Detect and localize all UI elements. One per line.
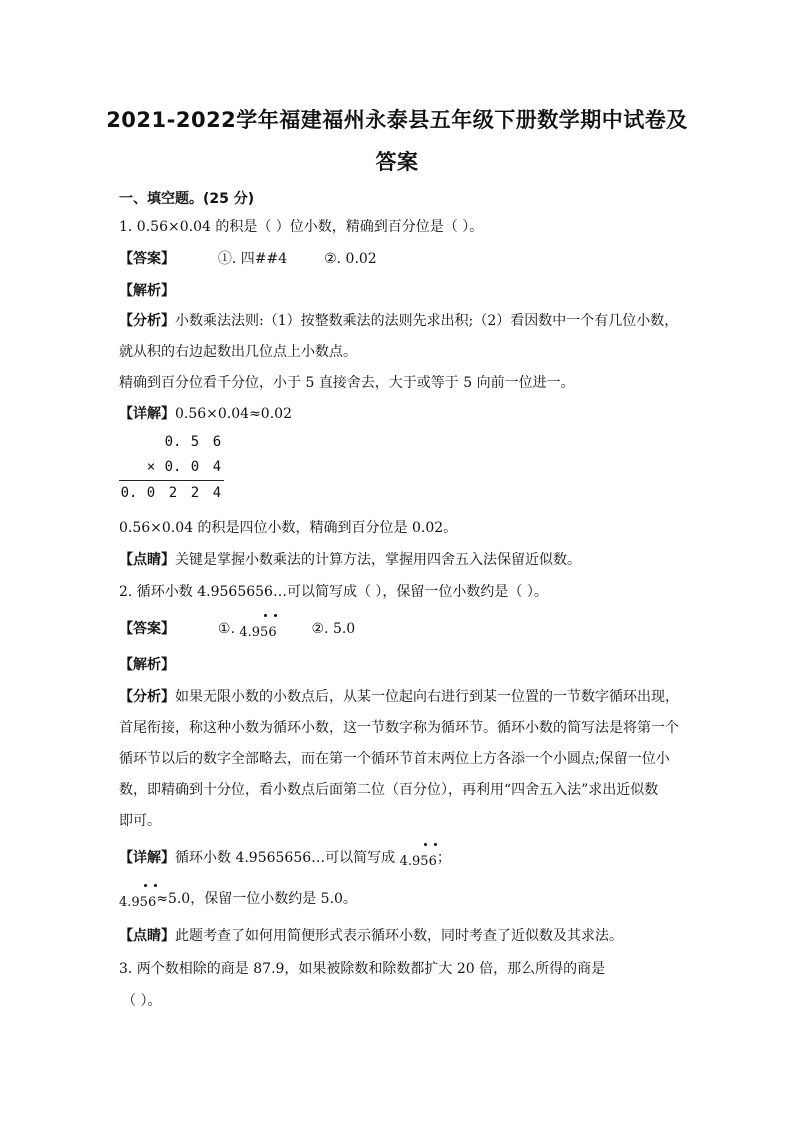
- q2-dianjing-line: [119, 927, 623, 945]
- repeat-dot: [144, 884, 147, 887]
- digit: 2: [168, 485, 178, 501]
- digit: 0.: [120, 485, 138, 501]
- repeating-decimal: [239, 620, 276, 639]
- q2-detail-end: ；: [436, 850, 451, 866]
- vertical-row-2: [119, 459, 239, 477]
- q1-detail-text: 0.56×0.04≈0.02: [175, 406, 292, 422]
- dianjing-tag: 【点睛】: [119, 928, 175, 944]
- vertical-row-3: [119, 485, 239, 503]
- q1-dianjing-text: 关键是掌握小数乘法的计算方法，掌握用四舍五入法保留近似数。: [175, 552, 581, 568]
- document-title-line1: 2021-2022学年福建福州永泰县五年级下册数学期中试卷及: [106, 108, 688, 132]
- q2-analysis-line2: 首尾衔接，称这种小数为循环小数，这一节数字称为循环节。循环小数的简写法是将第一个: [119, 720, 679, 736]
- digit: 0: [190, 459, 200, 475]
- vertical-row-1: [119, 434, 239, 452]
- q2-fenxi-text1: 如果无限小数的小数点后，从某一位起向右进行到某一位置的一节数字循环出现，: [175, 689, 679, 705]
- q2-answer-line: [119, 620, 355, 639]
- q2-dianjing-text: 此题考查了如何用简便形式表示循环小数，同时考查了近似数及其求法。: [175, 928, 623, 944]
- digit: 2: [190, 485, 200, 501]
- q1-dianjing-line: [119, 551, 581, 569]
- q1-answer-line: [119, 250, 377, 268]
- q2-approx-line: [119, 890, 357, 909]
- repeating-decimal-value: 4.956: [119, 895, 157, 910]
- q2-answer-2: ②. 5.0: [311, 621, 356, 637]
- q1-analysis-line3: 精确到百分位看千分位，小于 5 直接舍去，大于或等于 5 向前一位进一。: [119, 375, 575, 391]
- q2-analysis-line5: 即可。: [119, 813, 161, 829]
- vertical-divider: [119, 480, 224, 481]
- repeat-dot: [434, 843, 437, 846]
- q2-detail-text: 循环小数 4.9565656…可以简写成: [175, 850, 396, 866]
- fenxi-tag: 【分析】: [119, 313, 175, 329]
- xiangjie-tag: 【详解】: [119, 850, 175, 866]
- repeat-dot: [264, 614, 267, 617]
- q1-answer-2: ②. 0.02: [324, 251, 377, 267]
- question-3-line2: （ ）。: [122, 993, 162, 1009]
- q1-answer-1: ①. 四##4: [217, 251, 288, 267]
- repeat-dot: [154, 884, 157, 887]
- analysis-tag: 【解析】: [119, 657, 175, 673]
- q1-conclusion: 0.56×0.04 的积是四位小数，精确到百分位是 0.02。: [119, 520, 458, 536]
- q1-analysis-line1: [119, 312, 678, 330]
- q1-detail-line: [119, 405, 292, 423]
- answer-tag: 【答案】: [119, 251, 175, 267]
- digit: 6: [212, 434, 222, 450]
- digit: 0: [146, 485, 156, 501]
- digit: 0.: [164, 459, 182, 475]
- xiangjie-tag: 【详解】: [119, 406, 175, 422]
- q2-answer-1-prefix: ①.: [217, 621, 235, 637]
- question-3-line1: 3. 两个数相除的商是 87.9，如果被除数和除数都扩大 20 倍，那么所得的商是: [119, 961, 606, 977]
- document-title-line2: 答案: [375, 150, 419, 174]
- repeating-decimal: [400, 849, 437, 868]
- digit: 0.: [164, 434, 182, 450]
- q2-analysis-line3: 循环节以后的数字全部略去，而在第一个循环节首末两位上方各添一个小圆点;保留一位小: [119, 751, 670, 767]
- digit: 4: [212, 459, 222, 475]
- fenxi-tag: 【分析】: [119, 689, 175, 705]
- q2-detail-line: [119, 849, 451, 868]
- times-sign: ×: [146, 459, 156, 475]
- dianjing-tag: 【点睛】: [119, 552, 175, 568]
- answer-tag: 【答案】: [119, 621, 175, 637]
- digit: 5: [190, 434, 200, 450]
- repeat-dot: [274, 614, 277, 617]
- vertical-multiplication: [119, 432, 239, 504]
- repeating-decimal-value: 4.956: [399, 854, 437, 869]
- q1-fenxi-text1: 小数乘法法则:（1）按整数乘法的法则先求出积;（2）看因数中一个有几位小数，: [175, 313, 679, 329]
- analysis-tag: 【解析】: [119, 283, 175, 299]
- repeat-dot: [424, 843, 427, 846]
- q2-analysis-line4: 数，即精确到十分位，看小数点后面第二位（百分位），再利用“四舍五入法”求出近似数: [119, 782, 659, 798]
- q1-analysis-line2: 就从积的右边起数出几位点上小数点。: [119, 344, 357, 360]
- repeating-decimal: [119, 890, 156, 909]
- repeating-decimal-value: 4.956: [239, 625, 277, 640]
- digit: 4: [212, 485, 222, 501]
- section-heading: 一、填空题。(25 分): [119, 191, 255, 207]
- q2-analysis-line1: [119, 688, 679, 706]
- question-1: 1. 0.56×0.04 的积是（ ）位小数，精确到百分位是（ ）。: [119, 219, 484, 235]
- question-2: 2. 循环小数 4.9565656…可以简写成（ ），保留一位小数约是（ ）。: [119, 584, 548, 600]
- q2-approx-text: ≈5.0，保留一位小数约是 5.0。: [156, 891, 357, 907]
